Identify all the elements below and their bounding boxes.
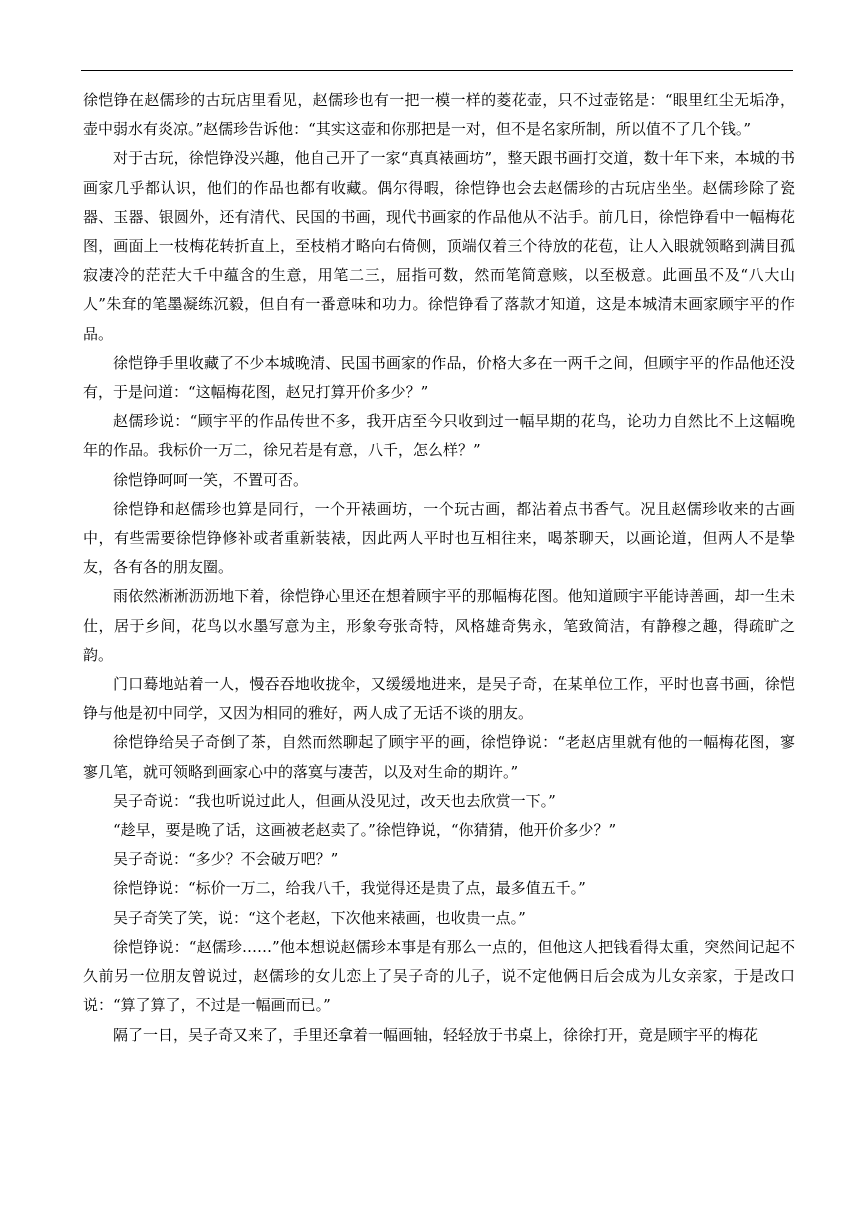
paragraph: 对于古玩，徐恺铮没兴趣，他自己开了一家“真真裱画坊”，整天跟书画打交道，数十年下来，本城的书画家几乎都认识，他们的作品也都有收藏。偶尔得暇，徐恺铮也会去赵儒珍的古玩店坐坐。赵儒珍除了瓷器、玉器、银圆外，还有清代、民国的书画，现代书画家的作品他从不沾手。前几日，徐恺铮看中一幅梅花图，画面上一枝梅花转折直上，至枝梢才略向右倚侧，顶端仅着三个待放的花苞，让人入眼就领略到满目孤寂凄冷的茫茫大千中蕴含的生意，用笔二三，屈指可数，然而笔简意赅，以至极意。此画虽不及“八大山人”朱耷的笔墨凝练沉毅，但自有一番意味和功力。徐恺铮看了落款才知道，这是本城清末画家顾宇平的作品。: [83, 149, 795, 343]
paragraph: 吴子奇笑了笑，说：“这个老赵，下次他来裱画，也收贵一点。”: [113, 908, 526, 927]
paragraph: 徐恺铮手里收藏了不少本城晚清、民国书画家的作品，价格大多在一两千之间，但顾宇平的作品他还没有，于是问道：“这幅梅花图，赵兄打算开价多少？”: [83, 353, 795, 402]
paragraph: 吴子奇说：“多少？不会破万吧？”: [113, 850, 339, 869]
paragraph: 徐恺铮在赵儒珍的古玩店里看见，赵儒珍也有一把一模一样的菱花壶，只不过壶铭是：“眼里红尘无垢净，壶中弱水有炎凉。”赵儒珍告诉他：“其实这壶和你那把是一对，但不是名家所制，所以值不了几个钱。”: [83, 91, 795, 139]
paragraph: 门口蓦地站着一人，慢吞吞地收拢伞，又缓缓地进来，是吴子奇，在某单位工作，平时也喜书画，徐恺铮与他是初中同学，又因为相同的雅好，两人成了无话不谈的朋友。: [83, 675, 795, 723]
header-rule: [81, 70, 793, 71]
paragraph: 徐恺铮和赵儒珍也算是同行，一个开裱画坊，一个玩古画，都沾着点书香气。况且赵儒珍收来的古画中，有些需要徐恺铮修补或者重新装裱，因此两人平时也互相往来，喝茶聊天，以画论道，但两人不是挚友，各有各的朋友圈。: [83, 499, 795, 577]
paragraph: 赵儒珍说：“顾宇平的作品传世不多，我开店至今只收到过一幅早期的花鸟，论功力自然比不上这幅晚年的作品。我标价一万二，徐兄若是有意，八千，怎么样？”: [83, 412, 795, 460]
paragraph: 吴子奇说：“我也听说过此人，但画从没见过，改天也去欣赏一下。”: [113, 791, 556, 810]
paragraph: 雨依然淅淅沥沥地下着，徐恺铮心里还在想着顾宇平的那幅梅花图。他知道顾宇平能诗善画，却一生未仕，居于乡间，花鸟以水墨写意为主，形象夸张奇特，风格雄奇隽永，笔致简洁，有静穆之趣，得疏旷之韵。: [83, 587, 795, 664]
paragraph: 徐恺铮给吴子奇倒了茶，自然而然聊起了顾宇平的画，徐恺铮说：“老赵店里就有他的一幅梅花图，寥寥几笔，就可领略到画家心中的落寞与凄苦，以及对生命的期许。”: [83, 733, 795, 781]
paragraph: “趁早，要是晚了话，这画被老赵卖了。”徐恺铮说，“你猜猜，他开价多少？”: [113, 821, 617, 840]
article-body: [83, 86, 795, 1050]
paragraph: 徐恺铮说：“赵儒珍……”他本想说赵儒珍本事是有那么一点的，但他这人把钱看得太重，突然间记起不久前另一位朋友曾说过，赵儒珍的女儿恋上了吴子奇的儿子，说不定他俩日后会成为儿女亲家，于是改口说：“算了算了，不过是一幅画而已。”: [83, 937, 795, 1015]
paragraph: 隔了一日，吴子奇又来了，手里还拿着一幅画轴，轻轻放于书桌上，徐徐打开，竟是顾宇平的梅花: [113, 1025, 759, 1044]
paragraph: 徐恺铮说：“标价一万二，给我八千，我觉得还是贵了点，最多值五千。”: [113, 879, 586, 898]
paragraph: 徐恺铮呵呵一笑，不置可否。: [113, 470, 309, 489]
